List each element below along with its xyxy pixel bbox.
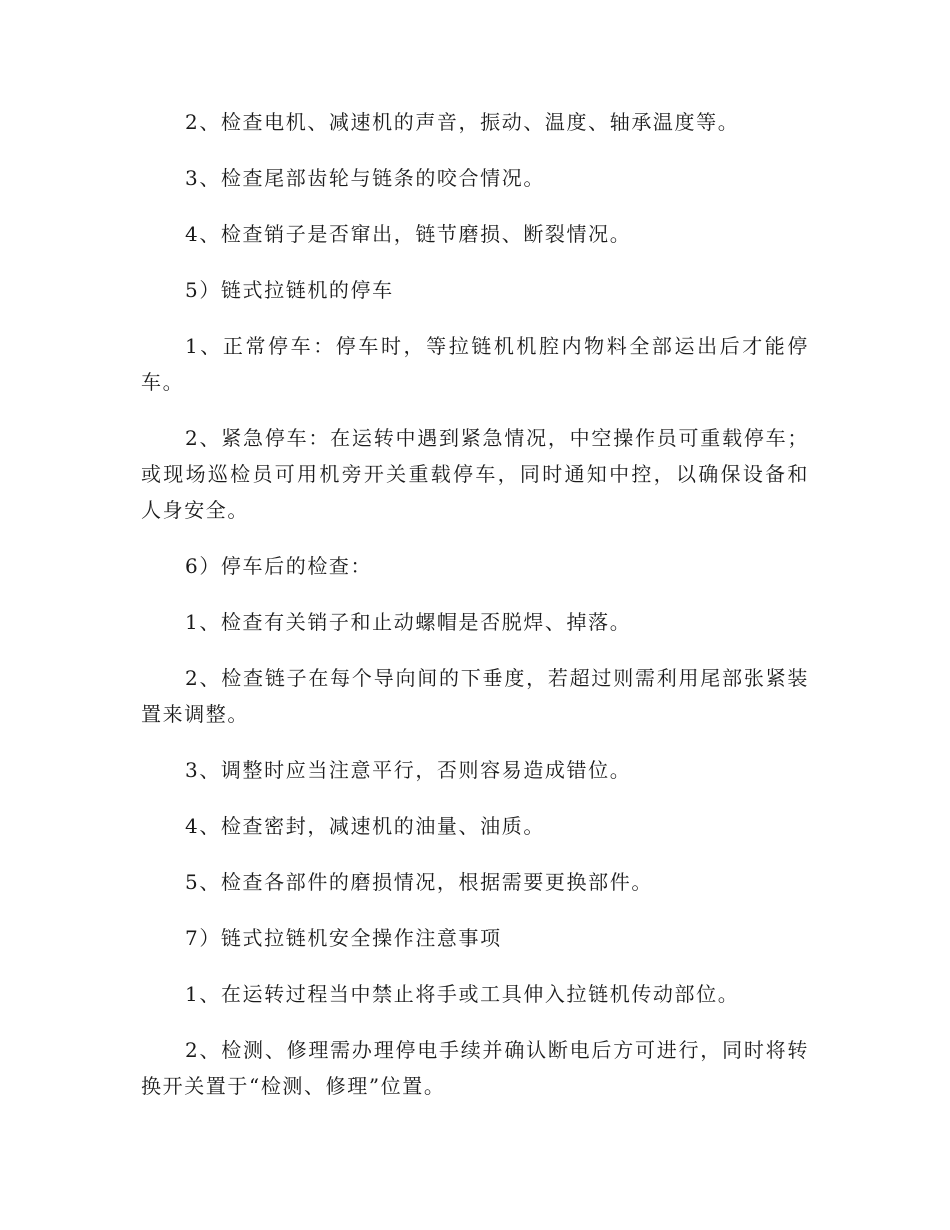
section-heading-post-stop-check: 6）停车后的检查： [185, 554, 373, 578]
paragraph-check-nuts: 1、检查有关销子和止动螺帽是否脱焊、掉落。 [185, 610, 632, 634]
paragraph-check-wear: 5、检查各部件的磨损情况，根据需要更换部件。 [185, 870, 653, 894]
section-heading-stop: 5）链式拉链机的停车 [185, 278, 394, 302]
paragraph-check-chain-sag: 2、检查链子在每个导向间的下垂度，若超过则需利用尾部张紧装置来调整。 [141, 666, 809, 726]
document-body [141, 104, 809, 1124]
paragraph-safety-power-off: 2、检测、修理需办理停电手续并确认断电后方可进行，同时将转换开关置于“检测、修理”位置。 [141, 1038, 809, 1098]
paragraph-check-seal-oil: 4、检查密封，减速机的油量、油质。 [185, 814, 545, 838]
paragraph-normal-stop: 1、正常停车：停车时，等拉链机机腔内物料全部运出后才能停车。 [141, 334, 809, 394]
paragraph-adjust-parallel: 3、调整时应当注意平行，否则容易造成错位。 [185, 758, 632, 782]
paragraph-check-tail-gear: 3、检查尾部齿轮与链条的咬合情况。 [185, 166, 545, 190]
paragraph-check-motor-reducer: 2、检查电机、减速机的声音，振动、温度、轴承温度等。 [185, 110, 740, 134]
paragraph-safety-no-hands: 1、在运转过程当中禁止将手或工具伸入拉链机传动部位。 [185, 982, 740, 1006]
section-heading-safety: 7）链式拉链机安全操作注意事项 [185, 926, 502, 950]
paragraph-emergency-stop: 2、紧急停车：在运转中遇到紧急情况，中空操作员可重载停车；或现场巡检员可用机旁开关重载停车，同时通知中控，以确保设备和人身安全。 [141, 426, 809, 522]
paragraph-check-pins-links: 4、检查销子是否窜出，链节磨损、断裂情况。 [185, 222, 632, 246]
